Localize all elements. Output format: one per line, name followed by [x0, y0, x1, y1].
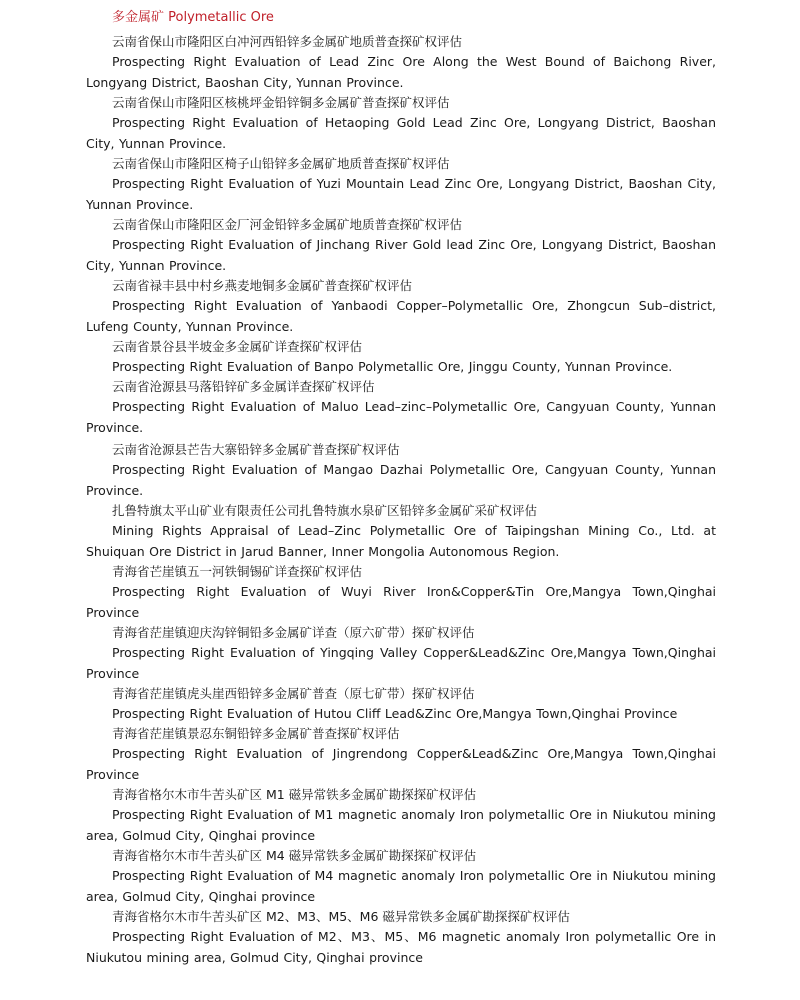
entry-10: [86, 562, 716, 623]
entry-4: [86, 215, 716, 276]
entry-title-zh: 青海省茫崖镇虎头崖西铅锌多金属矿普查（原七矿带）探矿权评估: [112, 686, 475, 701]
entry-title-zh: 云南省保山市隆阳区椅子山铅锌多金属矿地质普查探矿权评估: [112, 156, 450, 171]
entry-title-zh: 青海省芒崖镇五一河铁铜锡矿详查探矿权评估: [112, 564, 363, 579]
entry-3: [86, 154, 716, 215]
entry-title-en: Prospecting Right Evaluation of M4 magnetic anomaly Iron polymetallic Ore in Niukutou mining area, Golmud City, Qinghai province: [86, 868, 716, 904]
entry-9: [86, 501, 716, 562]
entry-1: [86, 32, 716, 93]
entry-title-zh: 云南省沧源县芒告大寨铅锌多金属矿普查探矿权评估: [112, 442, 400, 457]
entry-13: [86, 724, 716, 785]
entry-title-en: Prospecting Right Evaluation of Jingrendong Copper&Lead&Zinc Ore,Mangya Town,Qinghai Province: [86, 746, 716, 782]
entry-11: [86, 623, 716, 684]
entry-title-zh: 云南省保山市隆阳区核桃坪金铅锌铜多金属矿普查探矿权评估: [112, 95, 450, 110]
entry-title-en: Mining Rights Appraisal of Lead–Zinc Polymetallic Ore of Taipingshan Mining Co., Ltd. at Shuiquan Ore District in Jarud Banner, Inner Mongolia Autonomous Region.: [86, 523, 716, 559]
entry-title-zh: 云南省景谷县半坡金多金属矿详查探矿权评估: [112, 339, 363, 354]
entry-title-en: Prospecting Right Evaluation of M1 magnetic anomaly Iron polymetallic Ore in Niukutou mining area, Golmud City, Qinghai province: [86, 807, 716, 843]
entry-title-en: Prospecting Right Evaluation of Maluo Lead–zinc–Polymetallic Ore, Cangyuan County, Yunnan Province.: [86, 399, 716, 435]
entry-title-en: Prospecting Right Evaluation of Lead Zinc Ore Along the West Bound of Baichong River, Longyang District, Baoshan City, Yunnan Province.: [86, 54, 716, 90]
entry-15: [86, 846, 716, 907]
entry-12: [86, 684, 716, 724]
entry-title-zh: 云南省沧源县马落铅锌矿多金属详查探矿权评估: [112, 379, 375, 394]
entry-8: [86, 440, 716, 501]
entry-title-en: Prospecting Right Evaluation of Mangao Dazhai Polymetallic Ore, Cangyuan County, Yunnan Province.: [86, 462, 716, 498]
entry-title-zh: 青海省格尔木市牛苦头矿区 M4 磁异常铁多金属矿勘探探矿权评估: [112, 848, 477, 863]
entry-title-zh: 青海省茫崖镇迎庆沟锌铜铅多金属矿详查（原六矿带）探矿权评估: [112, 625, 475, 640]
entry-2: [86, 93, 716, 154]
entry-title-zh: 青海省格尔木市牛苦头矿区 M1 磁异常铁多金属矿勘探探矿权评估: [112, 787, 477, 802]
entry-title-en: Prospecting Right Evaluation of Hutou Cliff Lead&Zinc Ore,Mangya Town,Qinghai Province: [112, 706, 678, 721]
document-page: [86, 8, 716, 968]
entry-7: [86, 377, 716, 438]
entry-title-en: Prospecting Right Evaluation of Yingqing Valley Copper&Lead&Zinc Ore,Mangya Town,Qinghai Province: [86, 645, 716, 681]
entry-title-en: Prospecting Right Evaluation of Wuyi River Iron&Copper&Tin Ore,Mangya Town,Qinghai Province: [86, 584, 716, 620]
entry-title-en: Prospecting Right Evaluation of Yuzi Mountain Lead Zinc Ore, Longyang District, Baoshan City, Yunnan Province.: [86, 176, 716, 212]
entry-title-en: Prospecting Right Evaluation of Banpo Polymetallic Ore, Jinggu County, Yunnan Province.: [112, 359, 673, 374]
entry-title-en: Prospecting Right Evaluation of Hetaoping Gold Lead Zinc Ore, Longyang District, Baoshan City, Yunnan Province.: [86, 115, 716, 151]
entry-title-en: Prospecting Right Evaluation of Jinchang River Gold lead Zinc Ore, Longyang District, Baoshan City, Yunnan Province.: [86, 237, 716, 273]
entry-6: [86, 337, 716, 377]
entry-title-en: Prospecting Right Evaluation of Yanbaodi Copper–Polymetallic Ore, Zhongcun Sub–district, Lufeng County, Yunnan Province.: [86, 298, 716, 334]
entry-title-zh: 云南省保山市隆阳区白冲河西铅锌多金属矿地质普查探矿权评估: [112, 34, 463, 49]
entry-title-zh: 云南省禄丰县中村乡燕麦地铜多金属矿普查探矿权评估: [112, 278, 413, 293]
entry-title-zh: 青海省格尔木市牛苦头矿区 M2、M3、M5、M6 磁异常铁多金属矿勘探探矿权评估: [112, 909, 570, 924]
entry-5: [86, 276, 716, 337]
entry-16: [86, 907, 716, 968]
section-heading: 多金属矿 Polymetallic Ore: [112, 10, 274, 25]
entry-title-zh: 扎鲁特旗太平山矿业有限责任公司扎鲁特旗水泉矿区铅锌多金属矿采矿权评估: [112, 503, 538, 518]
entry-14: [86, 785, 716, 846]
entry-title-zh: 青海省茫崖镇景忍东铜铅锌多金属矿普查探矿权评估: [112, 726, 400, 741]
entry-title-zh: 云南省保山市隆阳区金厂河金铅锌多金属矿地质普查探矿权评估: [112, 217, 463, 232]
entry-title-en: Prospecting Right Evaluation of M2、M3、M5、M6 magnetic anomaly Iron polymetallic Ore in Niukutou mining area, Golmud City, Qinghai province: [86, 929, 716, 965]
